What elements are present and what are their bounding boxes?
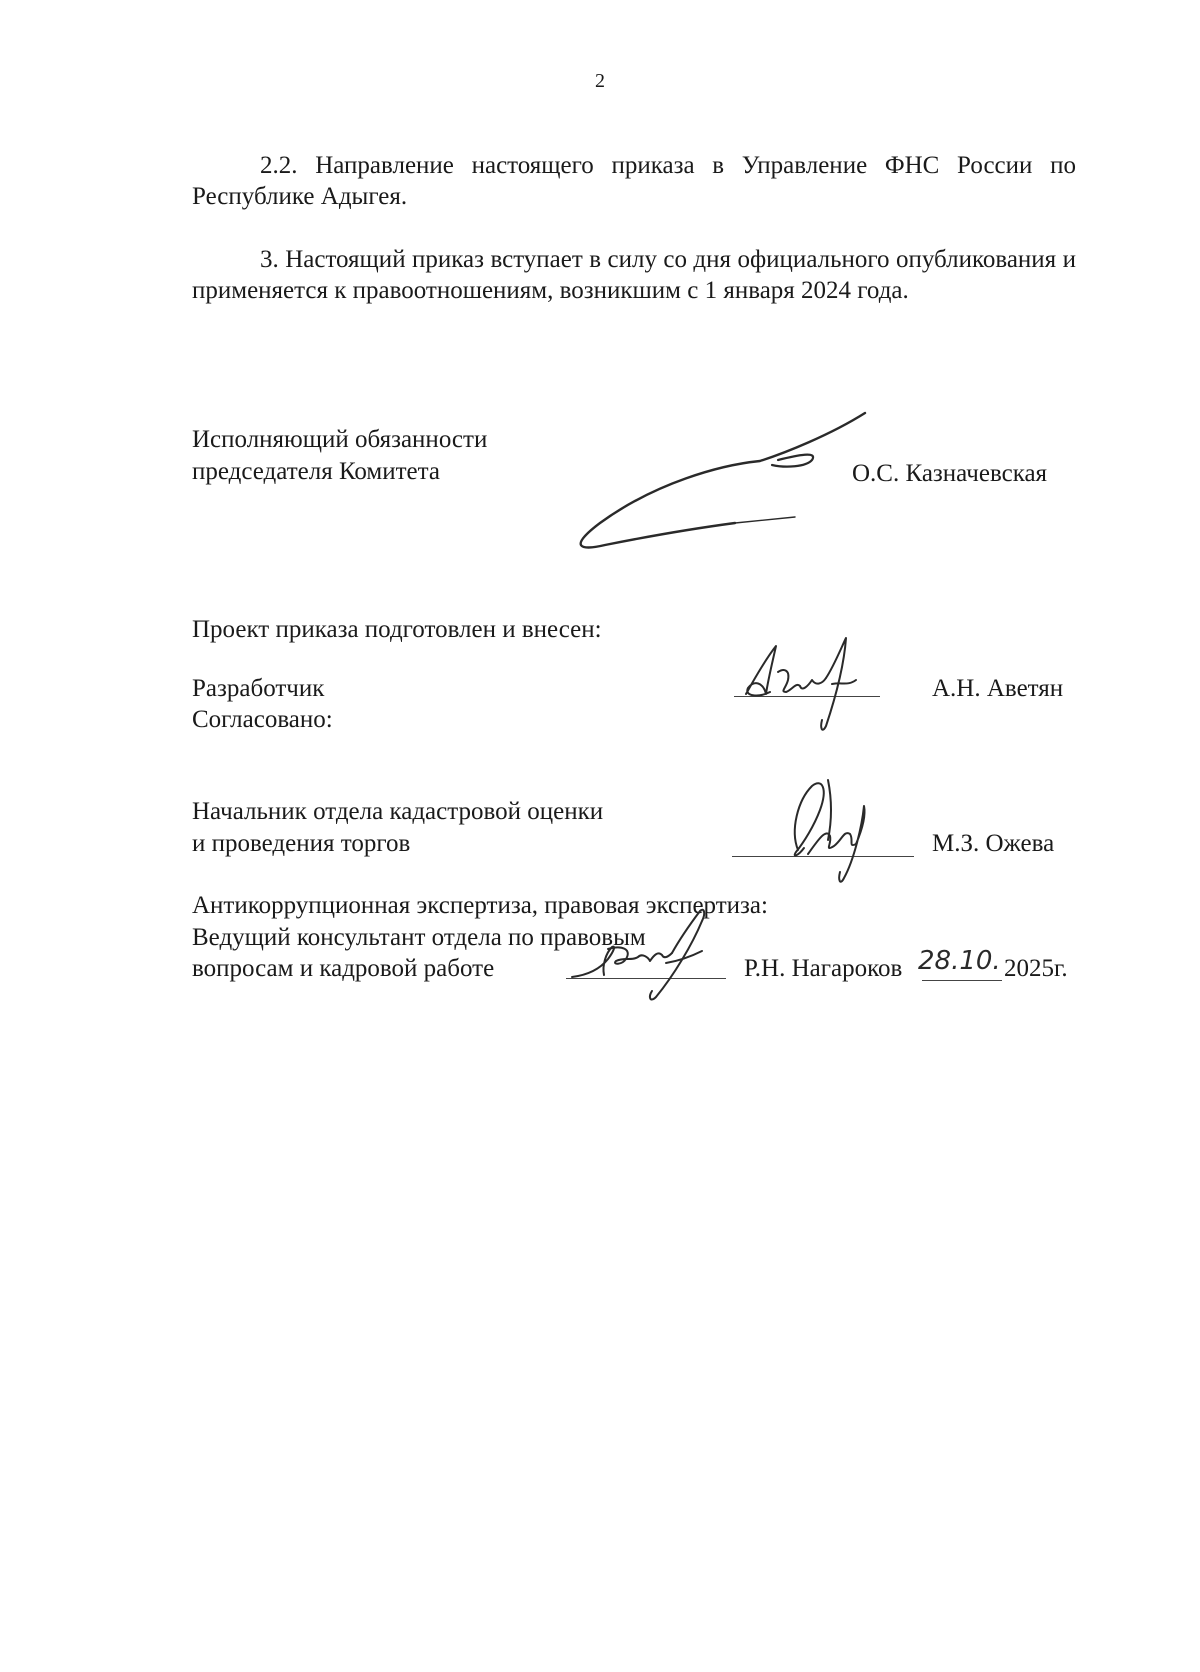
legal-heading: Антикоррупционная экспертиза, правовая экспертиза: (192, 892, 768, 919)
head-position-line2: председателя Комитета (192, 458, 440, 485)
handwritten-date: 28.10. (918, 946, 1001, 976)
head-name: О.С. Казначевская (852, 460, 1048, 487)
agreed-label: Согласовано: (192, 706, 333, 733)
paragraph-3-text: 3. Настоящий приказ вступает в силу со дня официального опубликования и применяется к правоотношениям, возникшим с 1 января 2024 года. (192, 246, 1076, 304)
paragraph-2-2 (192, 150, 1076, 212)
date-line (922, 980, 1002, 981)
head-signature-image (560, 405, 880, 555)
cadastral-signature-image (768, 770, 888, 890)
page-number: 2 (595, 70, 605, 92)
cadastral-name: М.З. Ожева (932, 830, 1055, 857)
paragraph-3 (192, 244, 1076, 306)
legal-position-line1: Ведущий консультант отдела по правовым (192, 924, 646, 951)
head-position-line1: Исполняющий обязанности (192, 426, 488, 453)
legal-position-line2: вопросам и кадровой работе (192, 955, 495, 982)
legal-name: Р.Н. Нагароков (744, 955, 903, 982)
developer-label: Разработчик (192, 675, 325, 702)
legal-signature-image (566, 905, 746, 1005)
paragraph-2-2-text: 2.2. Направление настоящего приказа в Управление ФНС России по Республике Адыгея. (192, 152, 1076, 210)
year-suffix: 2025г. (1004, 955, 1068, 982)
developer-name: А.Н. Аветян (932, 675, 1064, 702)
cadastral-position-line1: Начальник отдела кадастровой оценки (192, 798, 604, 825)
cadastral-position-line2: и проведения торгов (192, 830, 411, 857)
developer-signature-image (738, 636, 888, 736)
prepared-heading: Проект приказа подготовлен и внесен: (192, 616, 602, 643)
